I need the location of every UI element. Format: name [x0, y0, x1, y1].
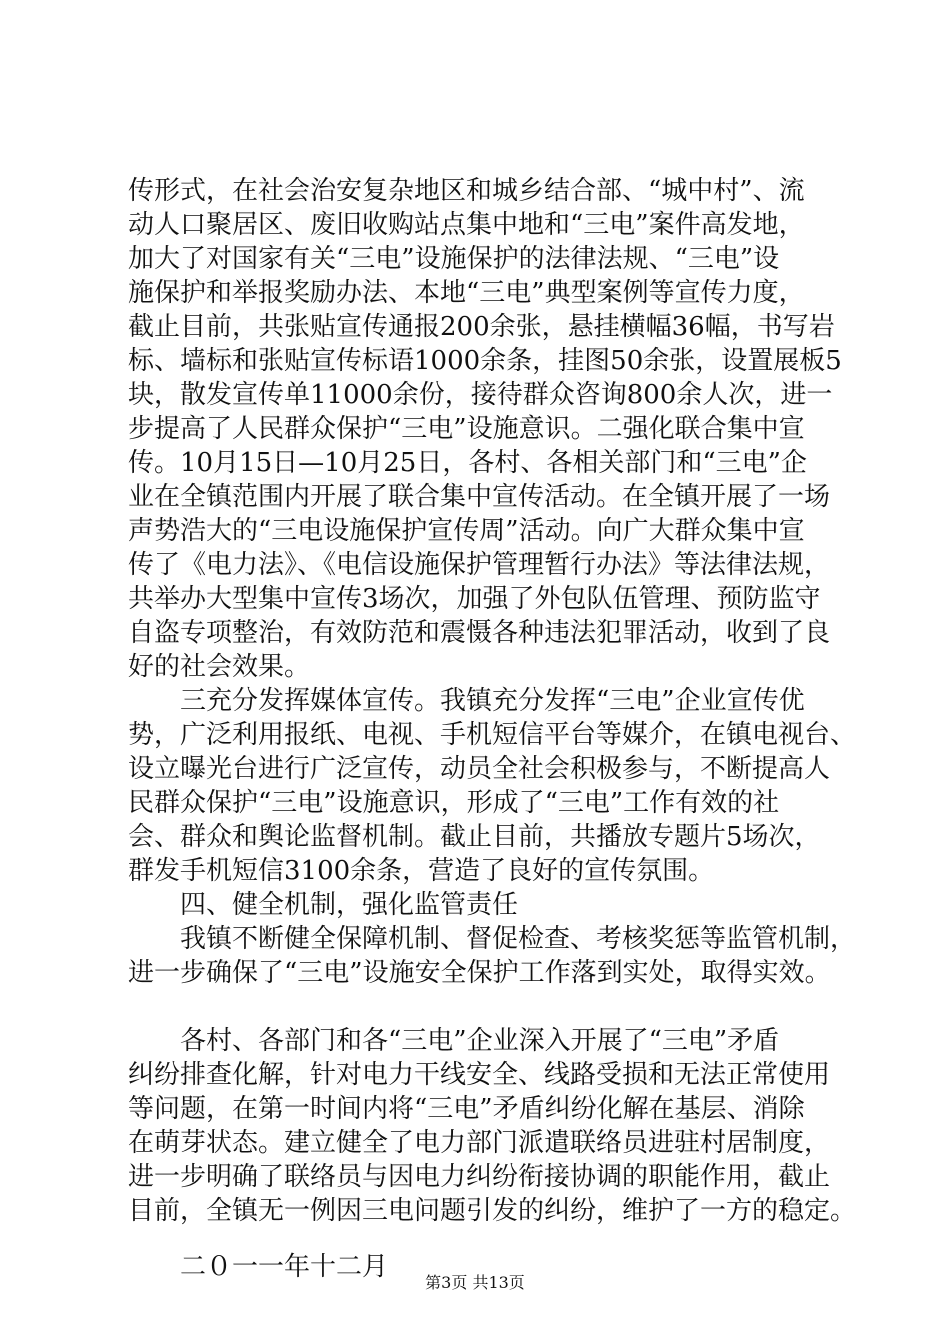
- text-line: 传。10月15日—10月25日，各村、各相关部门和“三电”企: [128, 448, 807, 478]
- paragraph-start: 各村、各部门和各“三电”企业深入开展了“三电”矛盾: [180, 1026, 780, 1056]
- text-line: 目前，全镇无一例因三电问题引发的纠纷，维护了一方的稳定。: [128, 1196, 857, 1226]
- section-heading: 四、健全机制，强化监管责任: [180, 890, 519, 920]
- paragraph-start: 我镇不断健全保障机制、督促检查、考核奖惩等监管机制，: [180, 924, 857, 954]
- document-date: 二０一一年十二月: [180, 1252, 389, 1282]
- text-line: 势，广泛利用报纸、电视、手机短信平台等媒介，在镇电视台、: [128, 720, 857, 750]
- text-line: 在萌芽状态。建立健全了电力部门派遣联络员进驻村居制度，: [128, 1128, 831, 1158]
- text-line: 自盗专项整治，有效防范和震慑各种违法犯罪活动，收到了良: [128, 618, 831, 648]
- page-number-footer: 第3页 共13页: [425, 1273, 525, 1292]
- text-line: 步提高了人民群众保护“三电”设施意识。二强化联合集中宣: [128, 414, 805, 444]
- text-line: 业在全镇范围内开展了联合集中宣传活动。在全镇开展了一场: [128, 482, 831, 512]
- text-line: 施保护和举报奖励办法、本地“三电”典型案例等宣传力度，: [128, 278, 805, 308]
- text-line: 截止目前，共张贴宣传通报200余张，悬挂横幅36幅，书写岩: [128, 312, 835, 342]
- text-line: 民群众保护“三电”设施意识，形成了“三电”工作有效的社: [128, 788, 780, 818]
- text-line: 共举办大型集中宣传3场次，加强了外包队伍管理、预防监守: [128, 584, 821, 614]
- text-line: 会、群众和舆论监督机制。截止目前，共播放专题片5场次，: [128, 822, 821, 852]
- text-line: 进一步明确了联络员与因电力纠纷衔接协调的职能作用，截止: [128, 1162, 831, 1192]
- text-line: 块，散发宣传单11000余份，接待群众咨询800余人次，进一: [128, 380, 833, 410]
- text-line: 群发手机短信3100余条，营造了良好的宣传氛围。: [128, 856, 715, 886]
- text-line: 声势浩大的“三电设施保护宣传周”活动。向广大群众集中宣: [128, 516, 805, 546]
- text-line: 标、墙标和张贴宣传标语1000余条，挂图50余张，设置展板5: [128, 346, 842, 376]
- text-line: 好的社会效果。: [128, 652, 311, 682]
- text-line: 传形式，在社会治安复杂地区和城乡结合部、“城中村”、流: [128, 176, 805, 206]
- text-line: 传了《电力法》、《电信设施保护管理暂行办法》等法律法规，: [128, 550, 831, 580]
- text-line: 动人口聚居区、废旧收购站点集中地和“三电”案件高发地，: [128, 210, 805, 240]
- text-line: 加大了对国家有关“三电”设施保护的法律法规、“三电”设: [128, 244, 780, 274]
- text-line: 纠纷排查化解，针对电力干线安全、线路受损和无法正常使用: [128, 1060, 831, 1090]
- text-line: 等问题，在第一时间内将“三电”矛盾纠纷化解在基层、消除: [128, 1094, 805, 1124]
- paragraph-start: 三充分发挥媒体宣传。我镇充分发挥“三电”企业宣传优: [180, 686, 805, 716]
- text-line: 进一步确保了“三电”设施安全保护工作落到实处，取得实效。: [128, 958, 831, 988]
- text-line: 设立曝光台进行广泛宣传，动员全社会积极参与，不断提高人: [128, 754, 831, 784]
